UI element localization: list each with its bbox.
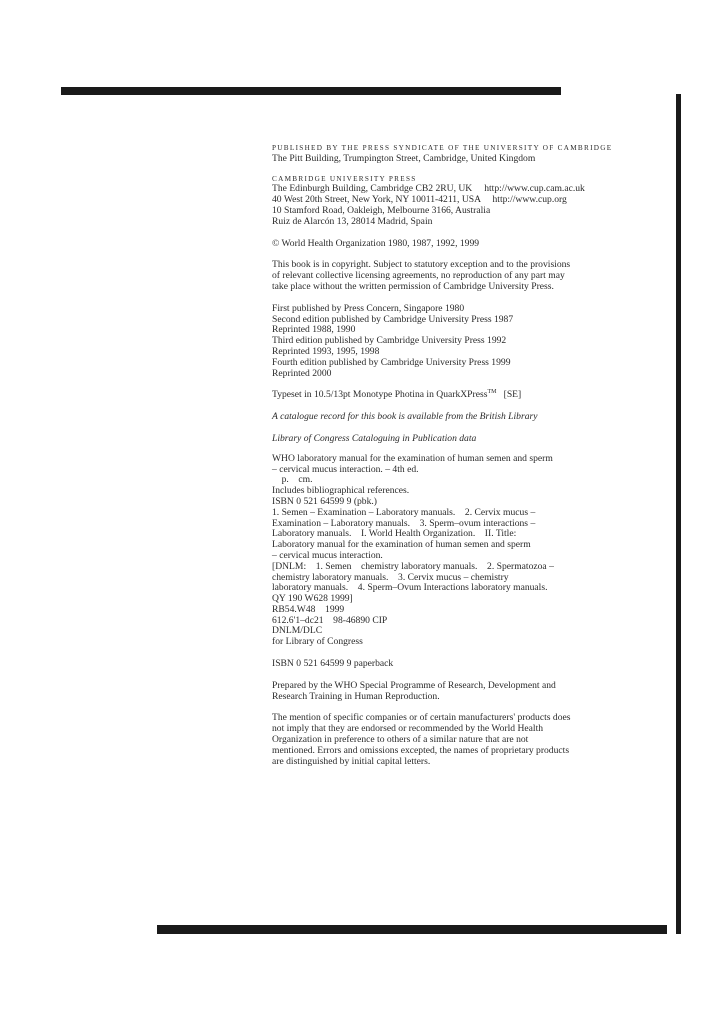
edition-line: Reprinted 1993, 1995, 1998 (272, 345, 380, 357)
prepared-line: Research Training in Human Reproduction. (272, 690, 440, 702)
disclaimer-line: are distinguished by initial capital letters. (272, 755, 431, 767)
typeset-code: [SE] (496, 389, 522, 401)
bottom-rule (157, 925, 667, 934)
cip-line: – cervical mucus interaction. (272, 549, 383, 561)
cip-line: – cervical mucus interaction. – 4th ed. (272, 463, 419, 475)
cip-line: p. cm. (272, 474, 313, 486)
press-heading: CAMBRIDGE UNIVERSITY PRESS (272, 174, 417, 183)
trademark-mark: TM (487, 389, 497, 396)
typeset-text: Typeset in 10.5/13pt Monotype Photina in QuarkXPress (272, 389, 488, 401)
cip-line: Laboratory manuals. I. World Health Organization. II. Title: (272, 528, 517, 540)
edition-line: First published by Press Concern, Singapore 1980 (272, 302, 465, 314)
isbn-paperback: ISBN 0 521 64599 9 paperback (272, 658, 394, 670)
edition-line: Third edition published by Cambridge University Press 1992 (272, 335, 507, 347)
loc-heading: Library of Congress Cataloguing in Publication data (272, 432, 477, 444)
cip-line: 612.6'1–dc21 98-46890 CIP (272, 614, 388, 626)
edition-line: Reprinted 1988, 1990 (272, 324, 356, 336)
edition-line: Fourth edition published by Cambridge University Press 1999 (272, 356, 511, 368)
cip-line: Laboratory manual for the examination of human semen and sperm (272, 539, 531, 551)
imprint-page (272, 143, 632, 767)
cip-line: QY 190 W628 1999] (272, 593, 353, 605)
typeset-line (272, 390, 632, 401)
press-addresses (272, 184, 632, 227)
edition-line: Second edition published by Cambridge University Press 1987 (272, 313, 514, 325)
cip-data (272, 454, 632, 648)
publisher-address: The Pitt Building, Trumpington Street, Cambridge, United Kingdom (272, 152, 536, 164)
press-address-line: 40 West 20th Street, New York, NY 10011-4211, USA http://www.cup.org (272, 194, 567, 206)
top-rule (61, 87, 561, 95)
edition-line: Reprinted 2000 (272, 367, 332, 379)
cip-line: laboratory manuals. 4. Sperm–Ovum Interactions laboratory manuals. (272, 582, 548, 594)
publisher-heading: PUBLISHED BY THE PRESS SYNDICATE OF THE UNIVERSITY OF CAMBRIDGE (272, 144, 613, 152)
notice-line: take place without the written permission of Cambridge University Press. (272, 280, 554, 292)
press-address-line: Ruiz de Alarcón 13, 28014 Madrid, Spain (272, 215, 433, 227)
cip-line: Includes bibliographical references. (272, 485, 410, 497)
catalogue-record: A catalogue record for this book is available from the British Library (272, 411, 538, 423)
press-address-line: 10 Stamford Road, Oakleigh, Melbourne 3166, Australia (272, 204, 491, 216)
disclaimer (272, 713, 632, 767)
cip-line: chemistry laboratory manuals. 3. Cervix mucus – chemistry (272, 571, 509, 583)
cip-line: [DNLM: 1. Semen chemistry laboratory manuals. 2. Spermatozoa – (272, 560, 554, 572)
cip-line: ISBN 0 521 64599 9 (pbk.) (272, 495, 377, 507)
cip-line: for Library of Congress (272, 636, 363, 648)
disclaimer-line: not imply that they are endorsed or recommended by the World Health (272, 723, 544, 735)
right-rule (676, 94, 681, 934)
disclaimer-line: The mention of specific companies or of certain manufacturers' products does (272, 712, 571, 724)
edition-history (272, 304, 632, 380)
prepared-line: Prepared by the WHO Special Programme of Research, Development and (272, 679, 556, 691)
cip-line: 1. Semen – Examination – Laboratory manuals. 2. Cervix mucus – (272, 506, 536, 518)
prepared-by (272, 681, 632, 703)
cip-line: DNLM/DLC (272, 625, 323, 637)
cip-line: WHO laboratory manual for the examination of human semen and sperm (272, 452, 553, 464)
notice-line: of relevant collective licensing agreements, no reproduction of any part may (272, 270, 565, 282)
press-address-line: The Edinburgh Building, Cambridge CB2 2RU, UK http://www.cup.cam.ac.uk (272, 183, 585, 195)
notice-line: This book is in copyright. Subject to statutory exception and to the provisions (272, 259, 571, 271)
cip-line: RB54.W48 1999 (272, 603, 345, 615)
disclaimer-line: mentioned. Errors and omissions excepted, the names of proprietary products (272, 744, 570, 756)
disclaimer-line: Organization in preference to others of a similar nature that are not (272, 734, 529, 746)
cip-line: Examination – Laboratory manuals. 3. Sperm–ovum interactions – (272, 517, 536, 529)
copyright-notice (272, 260, 632, 292)
copyright-line: © World Health Organization 1980, 1987, 1992, 1999 (272, 237, 480, 249)
